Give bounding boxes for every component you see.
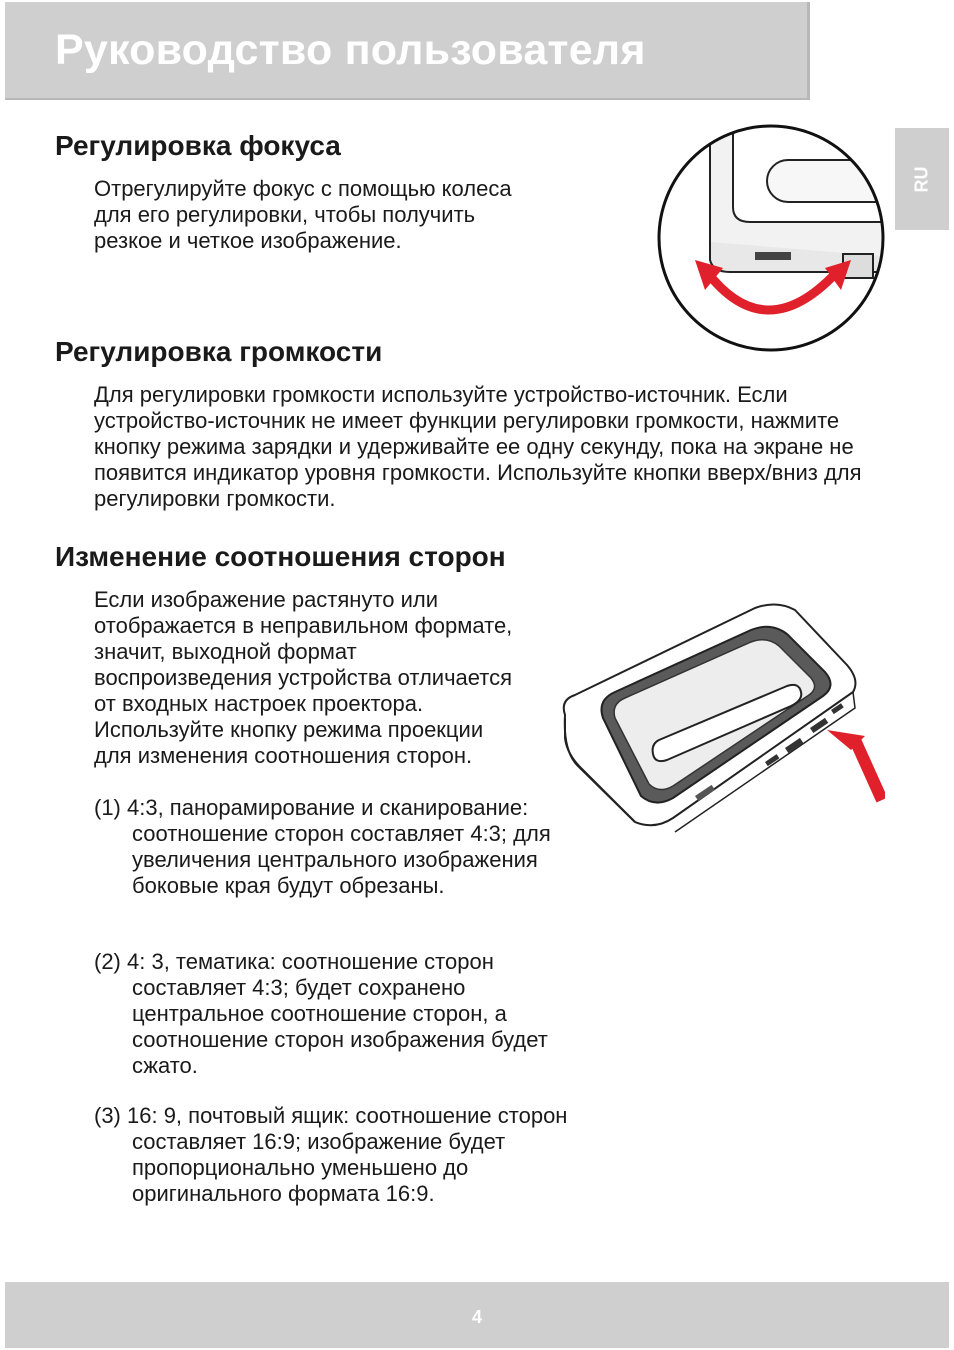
focus-wheel-illustration <box>655 122 895 362</box>
device-label-plate <box>755 252 791 260</box>
list-item: (2) 4: 3, тематика: соотношение сторон составляет 4:3; будет сохранено центральное соотношение сторон, а соотношение сторон изображения будет сжато. <box>94 949 548 1078</box>
language-tab-label: RU <box>911 166 932 192</box>
page-number: 4 <box>471 1306 482 1327</box>
volume-body: Для регулировки громкости используйте устройство-источник. Если устройство-источник не имеет функции регулировки громкости, нажмите кнопку режима зарядки и удерживайте ее одну секунду, пока на экране не появится индикатор уровня громкости. Используйте кнопки вверх/вниз для регулировки громкости. <box>94 382 862 511</box>
projector-illustration <box>555 600 885 835</box>
aspect-body: Если изображение растянуто или отображается в неправильном формате, значит, выходной формат воспроизведения устройства отличается от входных настроек проектора. Используйте кнопку режима проекции для изменения соотношения сторон. <box>94 587 513 768</box>
volume-heading: Регулировка громкости <box>55 336 383 367</box>
language-tab <box>895 128 949 230</box>
aspect-heading: Изменение соотношения сторон <box>55 541 506 572</box>
page-title: Руководство пользователя <box>55 26 646 74</box>
focus-heading: Регулировка фокуса <box>55 130 341 161</box>
list-item: (3) 16: 9, почтовый ящик: соотношение сторон составляет 16:9; изображение будет пропорционально уменьшено до оригинального формата 16:9. <box>94 1103 568 1206</box>
focus-body: Отрегулируйте фокус с помощью колеса для его регулировки, чтобы получить резкое и четкое изображение. <box>94 176 512 253</box>
footer-band <box>5 1282 949 1348</box>
list-item: (1) 4:3, панорамирование и сканирование: соотношение сторон составляет 4:3; для увеличения центрального изображения боковые края будут обрезаны. <box>94 795 551 898</box>
